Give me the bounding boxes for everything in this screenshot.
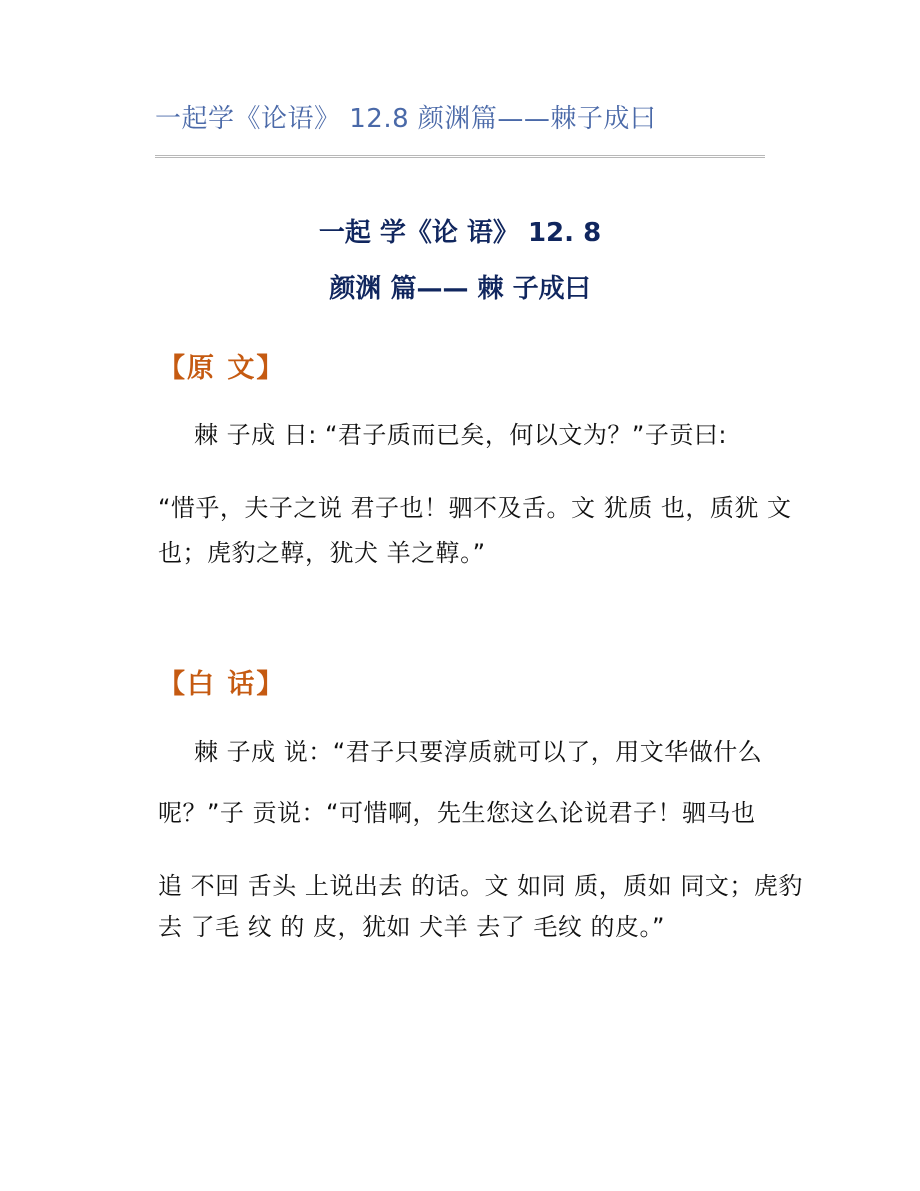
original-text-line: 棘 子成 日: “君子质而已矣，何以文为？”子贡曰: <box>194 421 727 449</box>
section-label-original-text: 【原 文】 <box>158 353 286 384</box>
vernacular-text-line: 呢？”子 贡说：“可惜啊，先生您这么论说君子！驷马也 <box>158 799 756 827</box>
article-title-line-1: 一起 学《论 语》 12. 8 <box>318 218 602 248</box>
original-text-line: 也；虎豹之鞟，犹犬 羊之鞟。” <box>158 539 486 567</box>
section-label-vernacular: 【白 话】 <box>158 669 286 700</box>
vernacular-text-line: 棘 子成 说：“君子只要淳质就可以了，用文华做什么 <box>194 738 763 766</box>
vernacular-text-line: 去 了毛 纹 的 皮，犹如 犬羊 去了 毛纹 的皮。” <box>158 913 665 941</box>
article-title-line-2: 颜渊 篇—— 棘 子成曰 <box>329 274 591 304</box>
page-heading: 一起学《论语》 12.8 颜渊篇——棘子成曰 <box>155 104 657 134</box>
vernacular-text-line: 追 不回 舌头 上说出去 的话。文 如同 质，质如 同文；虎豹 <box>158 872 803 900</box>
heading-divider <box>155 155 765 158</box>
original-text-line: “惜乎，夫子之说 君子也！驷不及舌。文 犹质 也，质犹 文 <box>158 494 792 522</box>
